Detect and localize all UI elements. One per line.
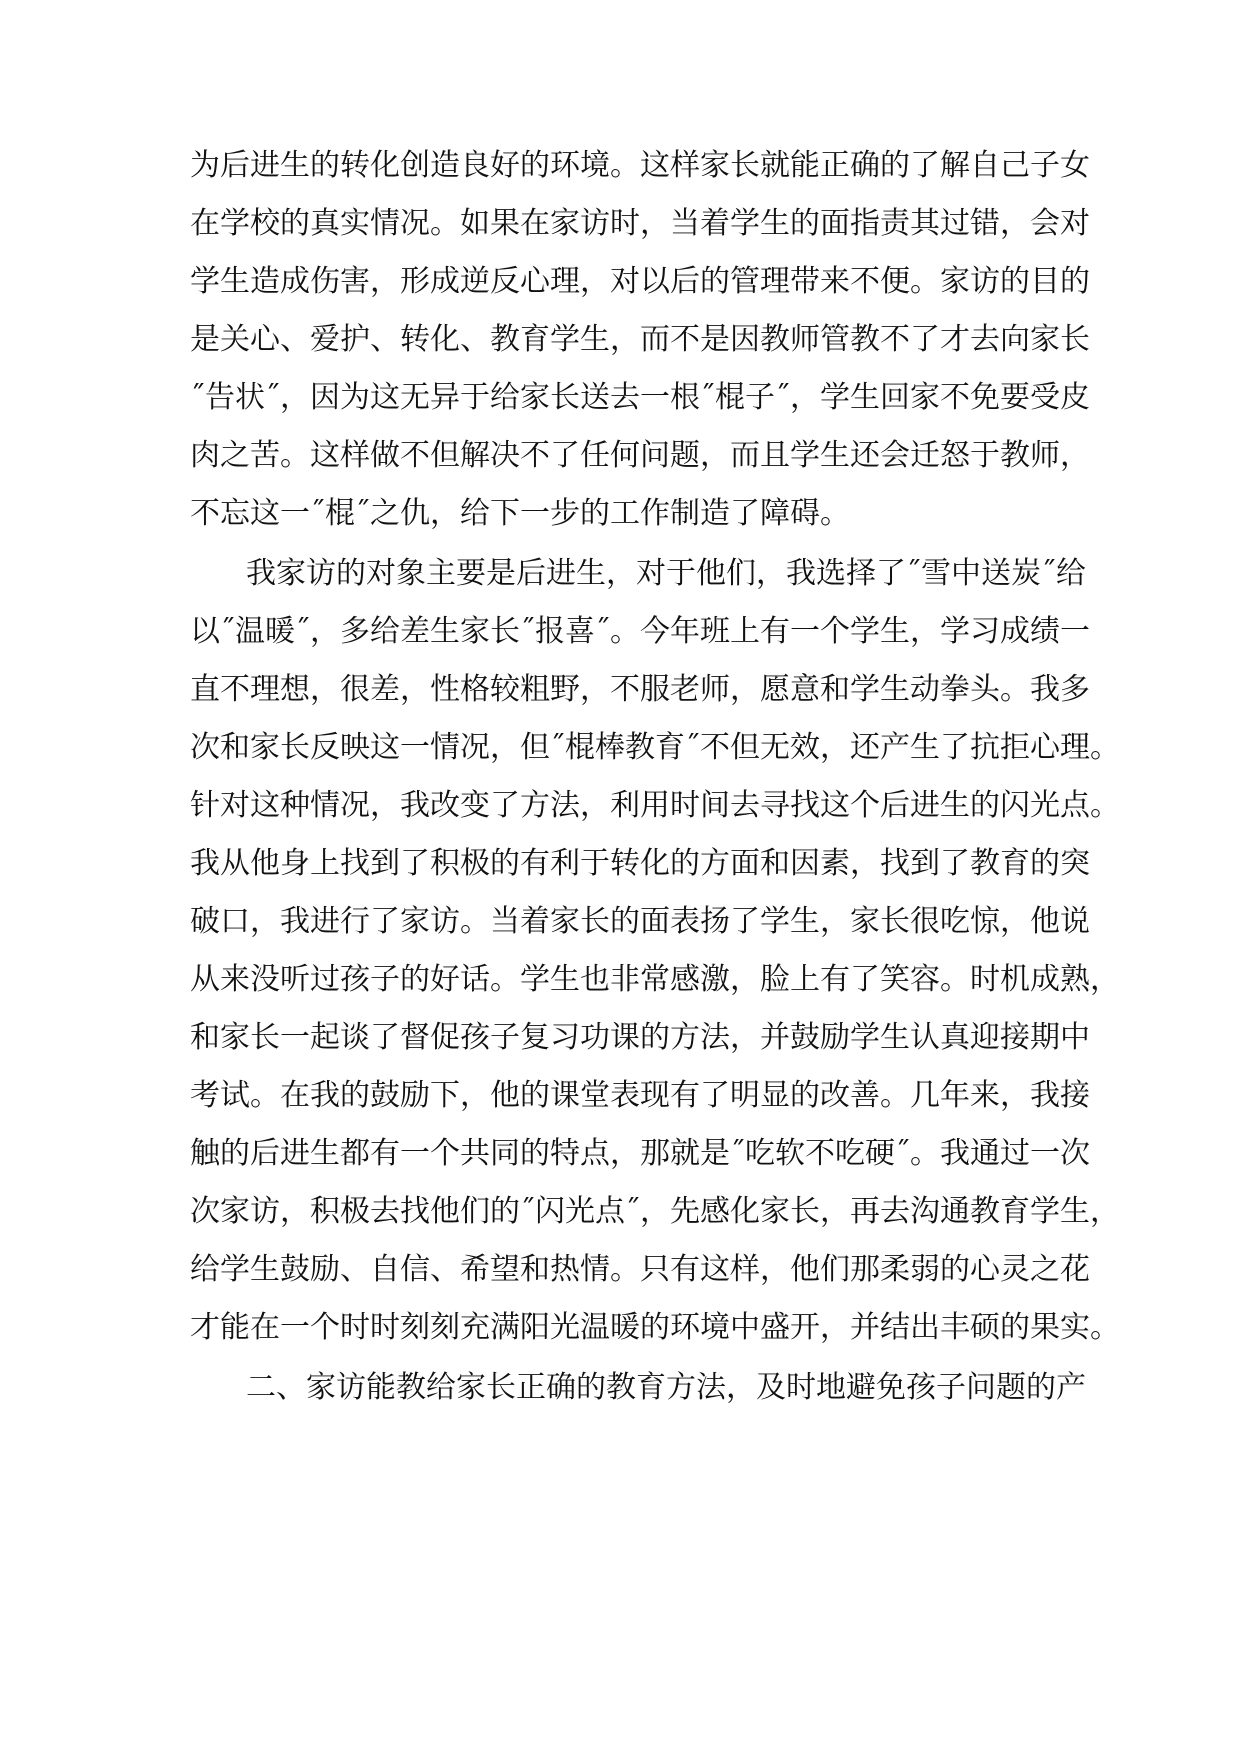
paragraph-line: 是关心、爱护、转化、教育学生，而不是因教师管教不了才去向家长 — [190, 322, 1090, 357]
paragraph-line: 次家访，积极去找他们的˝闪光点˝，先感化家长，再去沟通教育学生， — [190, 1194, 1120, 1229]
paragraph-line: ˝告状˝，因为这无异于给家长送去一根˝棍子˝，学生回家不免要受皮 — [190, 380, 1090, 415]
paragraph-line: 我家访的对象主要是后进生，对于他们，我选择了˝雪中送炭˝给 — [246, 556, 1086, 591]
paragraph-line: 触的后进生都有一个共同的特点，那就是˝吃软不吃硬˝。我通过一次 — [190, 1136, 1090, 1171]
paragraph-line: 破口，我进行了家访。当着家长的面表扬了学生，家长很吃惊，他说 — [190, 904, 1090, 939]
paragraph-line: 学生造成伤害，形成逆反心理，对以后的管理带来不便。家访的目的 — [190, 264, 1090, 299]
paragraph-line: 为后进生的转化创造良好的环境。这样家长就能正确的了解自己子女 — [190, 148, 1090, 183]
paragraph-line: 不忘这一˝棍˝之仇，给下一步的工作制造了障碍。 — [190, 496, 850, 531]
paragraph-line: 才能在一个时时刻刻充满阳光温暖的环境中盛开，并结出丰硕的果实。 — [190, 1310, 1120, 1345]
paragraph-line: 针对这种情况，我改变了方法，利用时间去寻找这个后进生的闪光点。 — [190, 788, 1120, 823]
paragraph-line: 给学生鼓励、自信、希望和热情。只有这样，他们那柔弱的心灵之花 — [190, 1252, 1090, 1287]
paragraph-line: 直不理想，很差，性格较粗野，不服老师，愿意和学生动拳头。我多 — [190, 672, 1090, 707]
paragraph-line: 考试。在我的鼓励下，他的课堂表现有了明显的改善。几年来，我接 — [190, 1078, 1090, 1113]
paragraph-line: 在学校的真实情况。如果在家访时，当着学生的面指责其过错，会对 — [190, 206, 1090, 241]
paragraph-line: 我从他身上找到了积极的有利于转化的方面和因素，找到了教育的突 — [190, 846, 1090, 881]
paragraph-line: 以˝温暖˝，多给差生家长˝报喜˝。今年班上有一个学生，学习成绩一 — [190, 614, 1090, 649]
paragraph-line: 次和家长反映这一情况，但˝棍棒教育˝不但无效，还产生了抗拒心理。 — [190, 730, 1120, 765]
paragraph-line: 和家长一起谈了督促孩子复习功课的方法，并鼓励学生认真迎接期中 — [190, 1020, 1090, 1055]
paragraph-line: 从来没听过孩子的好话。学生也非常感激，脸上有了笑容。时机成熟， — [190, 962, 1120, 997]
paragraph-line: 二、家访能教给家长正确的教育方法，及时地避免孩子问题的产 — [246, 1370, 1086, 1405]
paragraph-line: 肉之苦。这样做不但解决不了任何问题，而且学生还会迁怒于教师， — [190, 438, 1090, 473]
